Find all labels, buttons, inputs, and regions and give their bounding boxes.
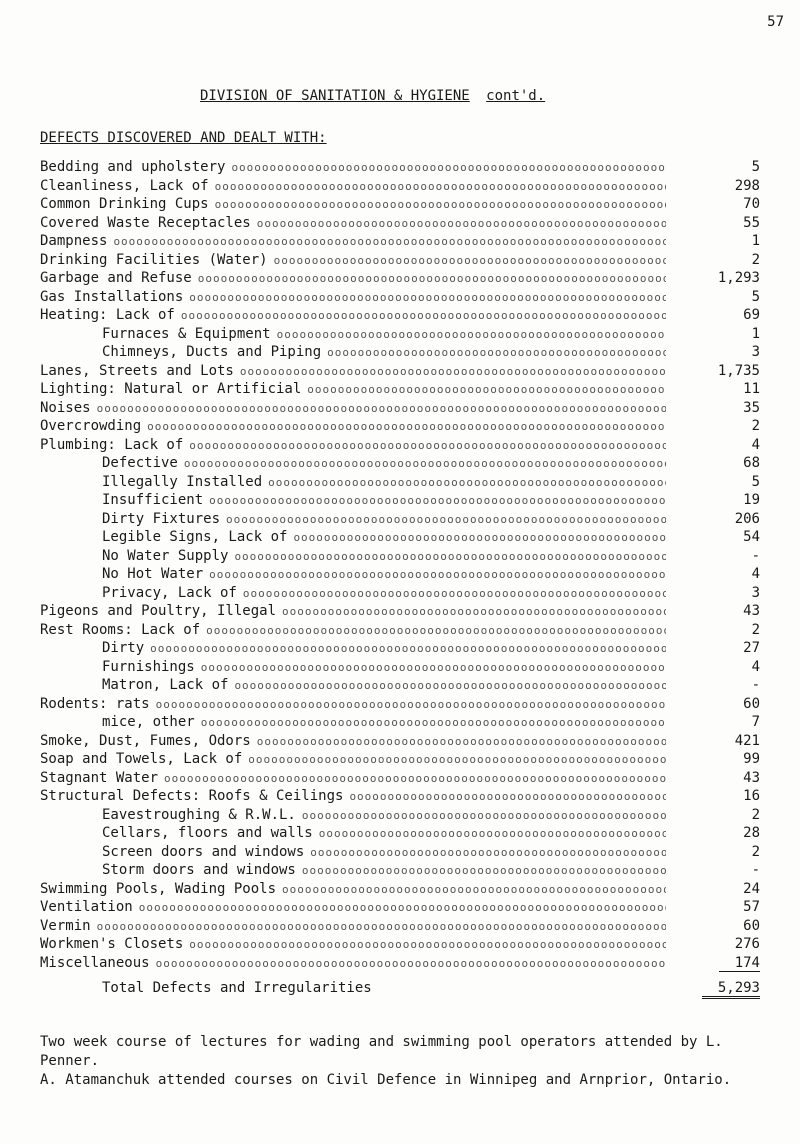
division-title — [200, 88, 545, 104]
defect-row — [40, 695, 760, 714]
defect-label: Garbage and Refuse — [40, 270, 192, 286]
defect-value — [670, 417, 760, 436]
defect-row — [40, 602, 760, 621]
dot-leader — [189, 289, 666, 308]
defect-value-text: 1,735 — [717, 362, 760, 379]
defect-value-text: 5 — [751, 159, 760, 175]
defect-value — [670, 362, 760, 381]
defect-value-text: 70 — [743, 196, 760, 212]
defect-value-text: 298 — [734, 177, 760, 194]
defect-label: Defective — [102, 455, 178, 471]
defect-value-text: 3 — [751, 344, 760, 360]
defect-value-text: 60 — [743, 917, 760, 934]
dot-leader — [319, 825, 666, 844]
defect-value — [670, 491, 760, 510]
defect-label: Swimming Pools, Wading Pools — [40, 880, 277, 897]
defect-value — [670, 288, 760, 307]
defect-row — [40, 769, 760, 788]
defect-value-text: 27 — [743, 640, 760, 656]
dot-leader — [147, 418, 666, 437]
dot-leader — [293, 529, 666, 548]
defect-value — [670, 917, 760, 936]
dot-leader — [215, 196, 666, 215]
defect-value-text: 1 — [751, 325, 760, 342]
total-value — [670, 976, 760, 1000]
defect-value-text: 60 — [743, 695, 760, 712]
defect-label: Cellars, floors and walls — [102, 825, 313, 841]
dot-leader — [268, 474, 666, 493]
page-number: 57 — [767, 14, 784, 30]
defect-row — [40, 510, 760, 529]
defect-row — [40, 713, 760, 732]
defect-value-text: - — [751, 862, 760, 878]
defect-value-text: 5 — [751, 473, 760, 490]
defect-value-text: 4 — [751, 436, 760, 453]
defect-row — [40, 288, 760, 307]
defect-value — [670, 769, 760, 788]
defect-row — [40, 824, 760, 843]
defect-label: Overcrowding — [40, 418, 142, 434]
note-2: A. Atamanchuk attended courses on Civil Defence in Winnipeg and Arnprior, Ontario. — [40, 1072, 732, 1088]
defect-value-text: 7 — [751, 714, 760, 730]
defect-value — [670, 713, 760, 732]
defect-value-text: 206 — [734, 510, 760, 527]
defect-value — [670, 473, 760, 492]
dot-leader — [302, 862, 666, 881]
defect-value — [670, 343, 760, 362]
dot-leader — [184, 455, 666, 474]
defect-label: No Hot Water — [102, 566, 204, 582]
dot-leader — [240, 363, 666, 382]
defect-value-text: 24 — [743, 880, 760, 897]
defect-label: Miscellaneous — [40, 954, 150, 971]
defect-row — [40, 861, 760, 880]
dot-leader — [243, 585, 666, 604]
dot-leader — [248, 751, 666, 770]
defect-label: Eavestroughing & R.W.L. — [102, 806, 296, 823]
dot-leader — [327, 344, 666, 363]
dot-leader — [234, 548, 666, 567]
defect-label: Noises — [40, 399, 91, 416]
defect-value-text: 1 — [751, 233, 760, 249]
defect-value-text: 174 — [719, 955, 760, 972]
defect-value-text: 4 — [751, 566, 760, 582]
defect-row — [40, 454, 760, 473]
dot-leader — [156, 696, 666, 715]
defect-value — [670, 732, 760, 751]
defect-value-text: 2 — [751, 806, 760, 823]
defect-label: Dampness — [40, 233, 108, 249]
defect-value — [670, 602, 760, 621]
defect-label: Cleanliness, Lack of — [40, 177, 209, 194]
defect-value — [670, 214, 760, 233]
defect-label: Matron, Lack of — [102, 677, 229, 693]
defect-row — [40, 658, 760, 677]
defect-row — [40, 880, 760, 899]
defect-value — [670, 621, 760, 640]
defect-row — [40, 325, 760, 344]
defect-label: Chimneys, Ducts and Piping — [102, 344, 322, 360]
dot-leader — [307, 381, 666, 400]
defect-value — [670, 861, 760, 880]
dot-leader — [234, 677, 666, 696]
defect-value — [670, 158, 760, 177]
defect-value-text: 4 — [751, 658, 760, 675]
defect-value-text: 2 — [751, 251, 760, 268]
defect-label: Vermin — [40, 917, 91, 934]
dot-leader — [282, 881, 666, 900]
defect-value-text: 5 — [751, 288, 760, 305]
defect-value — [670, 325, 760, 344]
defect-label: Soap and Towels, Lack of — [40, 751, 243, 767]
defect-value-text: 99 — [743, 751, 760, 767]
defect-row — [40, 362, 760, 381]
defect-row — [40, 269, 760, 288]
defect-label: Furnishings — [102, 658, 195, 675]
defect-value-text: 3 — [751, 584, 760, 601]
defect-value — [670, 843, 760, 862]
defect-label: No Water Supply — [102, 547, 229, 564]
defect-label: Gas Installations — [40, 288, 184, 305]
defect-value-text: - — [751, 547, 760, 564]
dot-leader — [274, 252, 666, 271]
dot-leader — [310, 844, 666, 863]
defect-label: Lanes, Streets and Lots — [40, 362, 234, 379]
defect-value — [670, 195, 760, 214]
defect-row — [40, 251, 760, 270]
defect-value — [670, 565, 760, 584]
defect-row — [40, 732, 760, 751]
defect-value-text: 2 — [751, 621, 760, 638]
defect-value — [670, 676, 760, 695]
defect-value — [670, 787, 760, 806]
dot-leader — [209, 566, 666, 585]
defect-row — [40, 232, 760, 251]
defect-label: Lighting: Natural or Artificial — [40, 381, 302, 397]
defect-label: Furnaces & Equipment — [102, 325, 271, 342]
defect-row — [40, 473, 760, 492]
defect-row — [40, 214, 760, 233]
division-title-text: DIVISION OF SANITATION & HYGIENE — [200, 88, 470, 104]
defect-value — [670, 380, 760, 399]
defect-row — [40, 177, 760, 196]
defect-value-text: 276 — [734, 936, 760, 952]
defect-value-text: 2 — [751, 843, 760, 860]
dot-leader — [201, 659, 666, 678]
defect-value — [670, 584, 760, 603]
defect-row — [40, 565, 760, 584]
dot-leader — [209, 492, 666, 511]
defect-value-text: 43 — [743, 769, 760, 786]
defect-row — [40, 954, 760, 973]
defect-label: Insufficient — [102, 492, 204, 508]
defect-label: Covered Waste Receptacles — [40, 214, 251, 231]
dot-leader — [282, 603, 666, 622]
defect-value — [670, 251, 760, 270]
defect-row — [40, 528, 760, 547]
dot-leader — [215, 178, 666, 197]
defect-label: Drinking Facilities (Water) — [40, 251, 268, 268]
defect-label: Dirty Fixtures — [102, 510, 221, 527]
defect-value-text: 28 — [743, 825, 760, 841]
dot-leader — [206, 622, 666, 641]
defect-label: Dirty — [102, 640, 145, 656]
total-label: Total Defects and Irregularities — [102, 980, 372, 996]
defect-row — [40, 195, 760, 214]
defect-value — [670, 436, 760, 455]
defect-label: Screen doors and windows — [102, 843, 305, 860]
defect-row — [40, 584, 760, 603]
dot-leader — [302, 807, 666, 826]
dot-leader — [97, 918, 666, 937]
defect-value-text: 421 — [734, 732, 760, 749]
defect-value — [670, 750, 760, 769]
defect-label: Rest Rooms: Lack of — [40, 621, 201, 638]
defect-row — [40, 306, 760, 325]
defect-label: Privacy, Lack of — [102, 584, 237, 601]
total-value-text: 5,293 — [702, 980, 760, 999]
defect-label: Storm doors and windows — [102, 862, 296, 878]
dot-leader — [198, 270, 666, 289]
defect-label: Bedding and upholstery — [40, 159, 226, 175]
defect-value — [670, 880, 760, 899]
defect-value — [670, 177, 760, 196]
defect-row — [40, 436, 760, 455]
defect-label: Heating: Lack of — [40, 307, 175, 323]
defect-value-text: 2 — [751, 418, 760, 434]
defect-row — [40, 676, 760, 695]
total-row — [40, 976, 760, 1000]
dot-leader — [257, 733, 666, 752]
defect-value — [670, 306, 760, 325]
defect-row — [40, 806, 760, 825]
defect-row — [40, 639, 760, 658]
defect-row — [40, 787, 760, 806]
defect-value — [670, 269, 760, 288]
dot-leader — [226, 511, 666, 530]
defect-row — [40, 491, 760, 510]
defect-row — [40, 935, 760, 954]
defect-row — [40, 399, 760, 418]
defect-value-text: 19 — [743, 492, 760, 508]
defect-label: Illegally Installed — [102, 473, 263, 490]
dot-leader — [113, 233, 666, 252]
defect-label: Stagnant Water — [40, 769, 159, 786]
dot-leader — [97, 400, 666, 419]
defect-value — [670, 898, 760, 917]
section-title: DEFECTS DISCOVERED AND DEALT WITH: — [40, 130, 327, 146]
defect-row — [40, 380, 760, 399]
dot-leader — [156, 955, 666, 974]
defect-value — [670, 806, 760, 825]
defect-value-text: 69 — [743, 307, 760, 323]
notes — [40, 1033, 780, 1090]
defect-value — [670, 454, 760, 473]
continued-label: cont'd. — [486, 88, 546, 104]
defect-value — [670, 954, 760, 973]
dot-leader — [231, 159, 666, 178]
defect-row — [40, 621, 760, 640]
dot-leader — [257, 215, 666, 234]
dot-leader — [150, 640, 666, 659]
defect-label: Structural Defects: Roofs & Ceilings — [40, 788, 344, 804]
dot-leader — [181, 307, 666, 326]
dot-leader — [349, 788, 666, 807]
defect-label: Legible Signs, Lack of — [102, 529, 288, 545]
defect-value-text: 35 — [743, 399, 760, 416]
defect-row — [40, 343, 760, 362]
defect-value — [670, 658, 760, 677]
defect-value-text: 16 — [743, 788, 760, 804]
dot-leader — [201, 714, 666, 733]
dot-leader — [164, 770, 666, 789]
note-1: Two week course of lectures for wading and swimming pool operators attended by L. Penner. — [40, 1034, 723, 1069]
defect-value — [670, 399, 760, 418]
defect-label: Ventilation — [40, 899, 133, 915]
defect-value — [670, 547, 760, 566]
defect-value-text: 11 — [743, 381, 760, 397]
defect-label: Rodents: rats — [40, 695, 150, 712]
defect-row — [40, 547, 760, 566]
defect-row — [40, 898, 760, 917]
defect-row — [40, 417, 760, 436]
defect-value — [670, 824, 760, 843]
defect-row — [40, 917, 760, 936]
dot-leader — [277, 326, 666, 345]
dot-leader — [189, 936, 666, 955]
defect-value-text: 68 — [743, 455, 760, 471]
defect-label: Workmen's Closets — [40, 936, 184, 952]
defect-label: mice, other — [102, 714, 195, 730]
defect-value — [670, 510, 760, 529]
defect-value-text: 54 — [743, 529, 760, 545]
defect-row — [40, 750, 760, 769]
defect-label: Plumbing: Lack of — [40, 436, 184, 453]
defect-value-text: 43 — [743, 603, 760, 619]
defect-value-text: 55 — [743, 214, 760, 231]
defect-label: Common Drinking Cups — [40, 196, 209, 212]
defects-table — [40, 158, 760, 1000]
defect-value — [670, 232, 760, 251]
defect-label: Pigeons and Poultry, Illegal — [40, 603, 277, 619]
defect-row — [40, 843, 760, 862]
defect-value — [670, 639, 760, 658]
defect-value-text: 1,293 — [717, 270, 760, 286]
defect-value-text: 57 — [743, 899, 760, 915]
defect-value — [670, 935, 760, 954]
defect-value — [670, 695, 760, 714]
dot-leader — [189, 437, 666, 456]
defect-value-text: - — [751, 677, 760, 693]
defect-value — [670, 528, 760, 547]
dot-leader — [139, 899, 666, 918]
defect-row — [40, 158, 760, 177]
defect-label: Smoke, Dust, Fumes, Odors — [40, 732, 251, 749]
